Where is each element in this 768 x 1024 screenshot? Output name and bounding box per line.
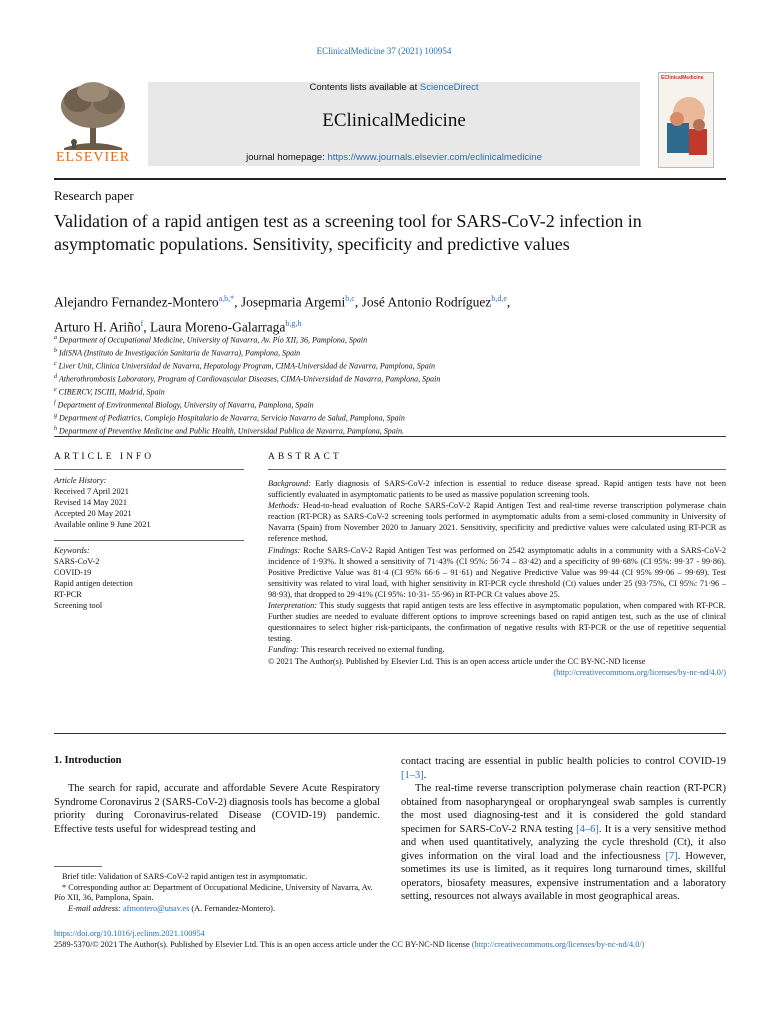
abstract-methods: Methods: Head-to-head evaluation of Roche SARS-CoV-2 Rapid Antigen Test and real-time reverse transcription polymerase chain reaction (RT-PCR) as SARS-CoV-2 screening tools performed in asymptomatic adults from a semi-closed community in University of Navarra (Spain) from November 2020 to January 2021. Sensitivity, specificity and predictive values were calculated using RT-PCR as reference method. bbox=[268, 501, 726, 544]
citation-link[interactable]: [1–3] bbox=[401, 769, 424, 781]
abstract-interpretation: Interpretation: This study suggests that rapid antigen tests are less effective in asymptomatic population, when compared with RT-PCR. Further studies are needed to evaluate different options to improve screenings based on rapid antigen test, such as the use of clinical questionnaires to select higher risk-participants, the confirmation of negative results with RT-PCR or the use of repetitive sequential testing. bbox=[268, 601, 726, 644]
affiliation: $^e$ CIBERCV, ISCIII, Madrid, Spain bbox=[54, 386, 165, 397]
footnote-brief-title: Brief title: Validation of SARS-CoV-2 rapid antigen test in asymptomatic. bbox=[62, 872, 308, 881]
sciencedirect-link[interactable]: ScienceDirect bbox=[419, 82, 479, 93]
history-item: Available online 9 June 2021 bbox=[54, 519, 151, 529]
cover-illustration-icon bbox=[659, 83, 713, 167]
keyword: SARS-CoV-2 bbox=[54, 556, 100, 566]
contents-line: Contents lists available at ScienceDirect bbox=[309, 82, 479, 93]
author-affiliation-marks[interactable]: a,b,* bbox=[218, 294, 235, 303]
affiliation-rule bbox=[54, 436, 726, 437]
affiliation: $^h$ Department of Preventive Medicine and Public Health, Universidad Publica de Navarra, Pamplona, Spain. bbox=[54, 425, 404, 436]
abstract-rule bbox=[268, 469, 726, 470]
article-info-heading: ARTICLE INFO bbox=[54, 452, 155, 462]
footnote-corresponding: * Corresponding author at: Department of Occupational Medicine, University of Navarra, Av. Pío XII, 36, Pamplona, Spain. bbox=[54, 882, 373, 902]
header-rule bbox=[54, 178, 726, 180]
affiliation: $^c$ Liver Unit, Clinica Universidad de Navarra, Hepatology Program, CIMA-Universidad de Navarra, Pamplona, Spain bbox=[54, 360, 436, 371]
elsevier-wordmark: ELSEVIER bbox=[55, 150, 131, 165]
bottom-lines: https://doi.org/10.1016/j.eclinm.2021.100954 2589-5370/© 2021 The Author(s). Published by Elsevier Ltd. This is an open access article under the CC BY-NC-ND license (http://creativecommons.org/licenses/by-nc-nd/4.0/) bbox=[54, 929, 645, 949]
abstract-bottom-rule bbox=[54, 733, 726, 734]
affiliation: $^d$ Atherothrombosis Laboratory, Program of Cardiovascular Diseases, CIMA-Universidad de Navarra, Pamplona, Spain bbox=[54, 373, 441, 384]
author-affiliation-marks[interactable]: b,c bbox=[345, 294, 355, 303]
license-link[interactable]: (http://creativecommons.org/licenses/by-nc-nd/4.0/) bbox=[553, 667, 726, 677]
section-heading-introduction: 1. Introduction bbox=[54, 755, 122, 766]
author-affiliation-marks[interactable]: f bbox=[140, 318, 144, 328]
author[interactable]: Alejandro Fernandez-Montero bbox=[54, 294, 219, 310]
author[interactable]: Josepmaria Argemi bbox=[240, 294, 346, 310]
journal-cover-thumbnail[interactable] bbox=[658, 72, 714, 168]
journal-homepage-link[interactable]: https://www.journals.elsevier.com/eclinicalmedicine bbox=[327, 152, 542, 163]
abstract-findings: Findings: Roche SARS-CoV-2 Rapid Antigen Test was performed on 2542 asymptomatic adults in a community with a SARS-CoV-2 incidence of 1·93%. It showed a sensitivity of 71·43% (CI 95%: 56·74 – 83·42) and a specificity of 99·68% (CI 95%: 99·37 - 99·86). Positive Predictive Value was 81·4 (CI 95% 66·6 – 91·61) and Negative Predictive Value was 99·44 (CI 95% 99·06 – 99·69). Test sensitivity was related to viral load, with higher sensitivity in RT-PCR cycle threshold (Ct) values under 25 (93·75%, CI 95%: 71·96 – 98·93), that dropped to 29·41% (CI 95%: 10·31- 55·96) in RT-PCR Ct values above 25. bbox=[268, 545, 726, 599]
keyword: COVID-19 bbox=[54, 567, 92, 577]
intro-paragraph: The search for rapid, accurate and affordable Severe Acute Respiratory Syndrome Coronavirus 2 (SARS-CoV-2) diagnosis tools has become a global priority during Coronavirus-related Disease (COVID-19) pandemic. Effective tests useful for widespread testing and bbox=[54, 783, 380, 835]
footnote-rule bbox=[54, 866, 102, 867]
email-link[interactable]: afmontero@unav.es bbox=[123, 903, 190, 913]
keywords: Keywords: SARS-CoV-2 COVID-19 Rapid antigen detection RT-PCR Screening tool bbox=[54, 546, 244, 611]
history-item: Received 7 April 2021 bbox=[54, 486, 129, 496]
author[interactable]: José Antonio Rodríguez bbox=[361, 294, 492, 310]
elsevier-logo bbox=[54, 80, 132, 166]
abstract-copyright: © 2021 The Author(s). Published by Elsevier Ltd. This is an open access article under the CC BY-NC-ND license bbox=[268, 656, 646, 666]
abstract-funding: Funding: This research received no external funding. bbox=[268, 645, 445, 655]
citation-link[interactable]: [4–6] bbox=[576, 823, 599, 835]
license-link[interactable]: (http://creativecommons.org/licenses/by-nc-nd/4.0/) bbox=[471, 940, 645, 949]
author-list: Alejandro Fernandez-Montero$^{a,b,*}$, Josepmaria Argemi$^{b,c}$, José Antonio Rodríguez$^{b,d,e}$, Arturo H. Ariño$^f$, Laura Moreno-Galarraga$^{b,g,h}$ bbox=[54, 294, 511, 334]
journal-name: EClinicalMedicine bbox=[322, 110, 466, 131]
affiliation-list bbox=[54, 333, 704, 437]
abstract-body bbox=[268, 478, 726, 678]
intro-paragraph: contact tracing are essential in public health policies to control COVID-19 [1–3]. bbox=[401, 756, 726, 781]
cover-brand: EClinicalMedicine bbox=[661, 75, 704, 81]
affiliation: $^a$ Department of Occupational Medicine, University of Navarra, Av. Pío XII, 36, Pamplona, Spain bbox=[54, 335, 368, 345]
affiliation: $^g$ Department of Pediatrics, Complejo Hospitalario de Navarra, Servicio Navarro de Salud, Pamplona, Spain bbox=[54, 412, 405, 423]
intro-paragraph: The real-time reverse transcription polymerase chain reaction (RT-PCR) obtained from nasopharyngeal or oropharyngeal swab samples is currently the most used diagnosing-test and it is considered the gold standard specimen for SARS-CoV-2 RNA testing [4–6]. It is a very sensitive method and when used quantitatively, analyzing the cycle threshold (Ct), it also gives information on the viral load and the infectiousness [7]. However, sometimes its use is limited, as it requires long turnaround times, skillful operators, biosafety measures, expensive instrumentation and a laboratory setting, resources not always available in most geographical areas. bbox=[401, 783, 727, 902]
article-info-rule bbox=[54, 469, 244, 470]
keywords-rule bbox=[54, 540, 244, 541]
abstract-heading: ABSTRACT bbox=[268, 452, 342, 462]
author[interactable]: Arturo H. Ariño bbox=[54, 319, 141, 334]
affiliation: $^b$ IdiSNA (Instituto de Investigación Sanitaria de Navarra), Pamplona, Spain bbox=[54, 347, 301, 358]
history-item: Revised 14 May 2021 bbox=[54, 497, 128, 507]
author-affiliation-marks[interactable]: b,g,h bbox=[285, 318, 302, 328]
affiliation: $^f$ Department of Environmental Biology, University of Navarra, Pamplona, Spain bbox=[54, 399, 314, 410]
doi-link[interactable]: https://doi.org/10.1016/j.eclinm.2021.100954 bbox=[54, 929, 205, 938]
author-affiliation-marks[interactable]: b,d,e bbox=[491, 294, 507, 303]
homepage-line: journal homepage: https://www.journals.elsevier.com/eclinicalmedicine bbox=[246, 152, 542, 163]
author[interactable]: Laura Moreno-Galarraga bbox=[150, 319, 286, 334]
citation-link[interactable]: [7] bbox=[665, 850, 678, 862]
history-item: Accepted 20 May 2021 bbox=[54, 508, 132, 518]
keyword: Screening tool bbox=[54, 600, 103, 610]
article-type: Research paper bbox=[54, 188, 134, 203]
article-title: Validation of a rapid antigen test as a screening tool for SARS-CoV-2 infection in asymptomatic populations. Sensitivity, specificity and predictive values bbox=[54, 211, 642, 254]
keyword: RT-PCR bbox=[54, 589, 82, 599]
footnote-email: E-mail address: afmontero@unav.es (A. Fernandez-Montero). bbox=[68, 903, 276, 913]
running-head[interactable]: EClinicalMedicine 37 (2021) 100954 bbox=[316, 46, 452, 56]
article-history: Article History: Received 7 April 2021 Revised 14 May 2021 Accepted 20 May 2021 Available online 9 June 2021 bbox=[54, 476, 244, 531]
abstract-background: Background: Early diagnosis of SARS-CoV-2 infection is essential to reduce disease spread. Rapid antigen tests have not been sufficiently evaluated in asymptomatic patients to be used as massive population screening tools. bbox=[268, 479, 726, 500]
footnotes bbox=[54, 872, 380, 914]
keyword: Rapid antigen detection bbox=[54, 578, 133, 588]
intro-left-column bbox=[54, 782, 380, 836]
intro-right-column bbox=[401, 755, 726, 904]
